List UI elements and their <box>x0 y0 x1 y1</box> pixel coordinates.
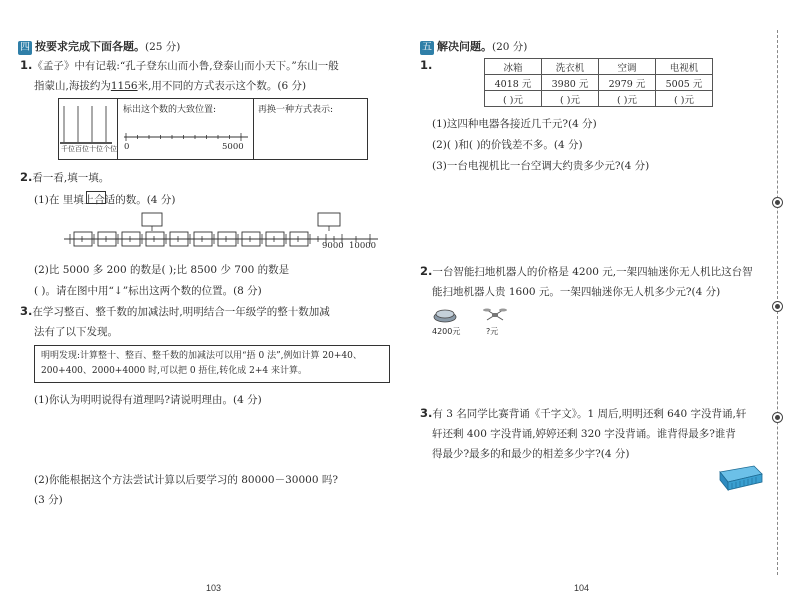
robot-vacuum-icon <box>432 306 458 324</box>
right-question-2 <box>420 264 753 279</box>
right-q1-part3: (3)一台电视机比一台空调大约贵多少元?(4 分) <box>432 160 650 172</box>
abacus-label: 个位 <box>103 145 117 153</box>
page-number: 103 <box>206 583 222 593</box>
abacus-labels <box>61 144 117 154</box>
section-score: (25 分) <box>145 41 181 53</box>
mingming-discovery-box <box>34 345 390 383</box>
right-q1-part2: (2)( )和( )的价钱差不多。(4 分) <box>432 139 583 151</box>
box2-title: 标出这个数的大致位置: <box>123 105 217 115</box>
axis-label-10000: 10000 <box>349 241 377 251</box>
table-cell: 5005 元 <box>656 75 713 91</box>
abacus-label: 百位 <box>75 145 89 153</box>
question-text: 在学习整百、整千数的加减法时,明明结合一年级学的整十数加减 <box>32 306 330 318</box>
section-score: (20 分) <box>492 41 528 53</box>
axis-start-label: 0 <box>124 142 130 152</box>
question-number: 1. <box>420 58 433 72</box>
question-number: 3. <box>420 406 433 420</box>
table-header-cell: 冰箱 <box>485 59 542 75</box>
number-line-q2 <box>60 212 380 258</box>
question-number: 3. <box>20 304 33 318</box>
answer-cell[interactable]: ( )元 <box>542 91 599 107</box>
answer-box-sample[interactable] <box>86 191 106 204</box>
right-question-3-line2: 轩还剩 400 字没背诵,婷婷还剩 320 字没背诵。谁背得最多?谁背 <box>432 428 736 440</box>
q3-part2-line1: (2)你能根据这个方法尝试计算以后要学习的 80000－30000 吗? <box>34 474 338 486</box>
table-header-cell: 电视机 <box>656 59 713 75</box>
section-badge: 五 <box>422 42 432 53</box>
book-icon <box>716 464 766 492</box>
question-1-number <box>420 58 432 72</box>
table-row <box>485 75 713 91</box>
q2-part1: (1)在 里填上合适的数。(4 分) <box>34 194 176 206</box>
table-header-cell: 空调 <box>599 59 656 75</box>
drone-price-label: ?元 <box>486 327 499 336</box>
binding-hole-icon <box>772 197 783 208</box>
axis-label-9000: 9000 <box>322 241 344 251</box>
question-text: 有 3 名同学比赛背诵《千字文》。1 周后,明明还剩 640 字没背诵,轩 <box>432 408 747 420</box>
question-text: 《孟子》中有记载:“孔子登东山而小鲁,登泰山而小天下。”东山一般 <box>32 60 339 72</box>
right-question-3-line3: 得最少?最多的和最少的相差多少字?(4 分) <box>432 448 630 460</box>
question-3-line2: 法有了以下发现。 <box>34 326 118 338</box>
question-2 <box>20 170 109 185</box>
section-title: 解决问题。 <box>437 40 492 53</box>
text: 米,用不同的方式表示这个数。(6 分) <box>137 80 307 92</box>
binding-hole-icon <box>772 412 783 423</box>
question-text: 看一看,填一填。 <box>32 172 110 184</box>
answer-cell[interactable]: ( )元 <box>485 91 542 107</box>
table-cell: 4018 元 <box>485 75 542 91</box>
q2-part2-line2: ( )。请在图中用“↓”标出这两个数的位置。(8 分) <box>34 285 262 297</box>
text: 指蒙山,海拔约为 <box>34 80 111 92</box>
question-number: 2. <box>420 264 433 278</box>
question-number: 1. <box>20 58 33 72</box>
question-1-line2 <box>34 78 306 93</box>
answer-cell[interactable]: ( )元 <box>656 91 713 107</box>
right-q1-part1: (1)这四种电器各接近几千元?(4 分) <box>432 118 597 130</box>
altitude-number: 1156 <box>110 80 138 92</box>
answer-cell[interactable]: ( )元 <box>599 91 656 107</box>
section-five-header <box>420 38 527 55</box>
axis-end-label: 5000 <box>222 142 244 152</box>
right-question-3 <box>420 406 746 421</box>
box3-title: 再换一种方式表示: <box>258 105 334 115</box>
section-title: 按要求完成下面各题。 <box>35 40 145 53</box>
question-3 <box>20 304 330 319</box>
section-badge: 四 <box>20 42 30 53</box>
table-cell: 3980 元 <box>542 75 599 91</box>
abacus-label: 十位 <box>89 145 103 153</box>
appliance-price-table <box>484 58 713 107</box>
right-question-2-line2: 能扫地机器人贵 1600 元。一架四轴迷你无人机多少元?(4 分) <box>432 286 721 298</box>
table-row <box>485 91 713 107</box>
table-header-cell: 洗衣机 <box>542 59 599 75</box>
question-text: 一台智能扫地机器人的价格是 4200 元,一架四轴迷你无人机比这台智 <box>432 266 753 278</box>
robot-price-label: 4200元 <box>432 327 461 336</box>
discovery-text: 明明发现:计算整十、整百、整千数的加减法可以用“捂 0 法”,例如计算 20+40、 <box>41 351 362 361</box>
q2-part2-line1: (2)比 5000 多 200 的数是( );比 8500 少 700 的数是 <box>34 264 290 276</box>
number-line-small <box>122 132 252 142</box>
q3-part2-line2: (3 分) <box>34 494 63 506</box>
page-number: 104 <box>574 583 590 593</box>
table-cell: 2979 元 <box>599 75 656 91</box>
drone-icon <box>482 306 508 324</box>
binding-hole-icon <box>772 301 783 312</box>
discovery-text: 200+400、2000+4000 时,可以把 0 捂住,转化成 2+4 来计算。 <box>41 366 307 376</box>
table-row <box>485 59 713 75</box>
section-four-header <box>18 38 180 55</box>
abacus-label: 千位 <box>61 145 75 153</box>
question-number: 2. <box>20 170 33 184</box>
question-1 <box>20 58 339 73</box>
q3-part1: (1)你认为明明说得有道理吗?请说明理由。(4 分) <box>34 394 262 406</box>
